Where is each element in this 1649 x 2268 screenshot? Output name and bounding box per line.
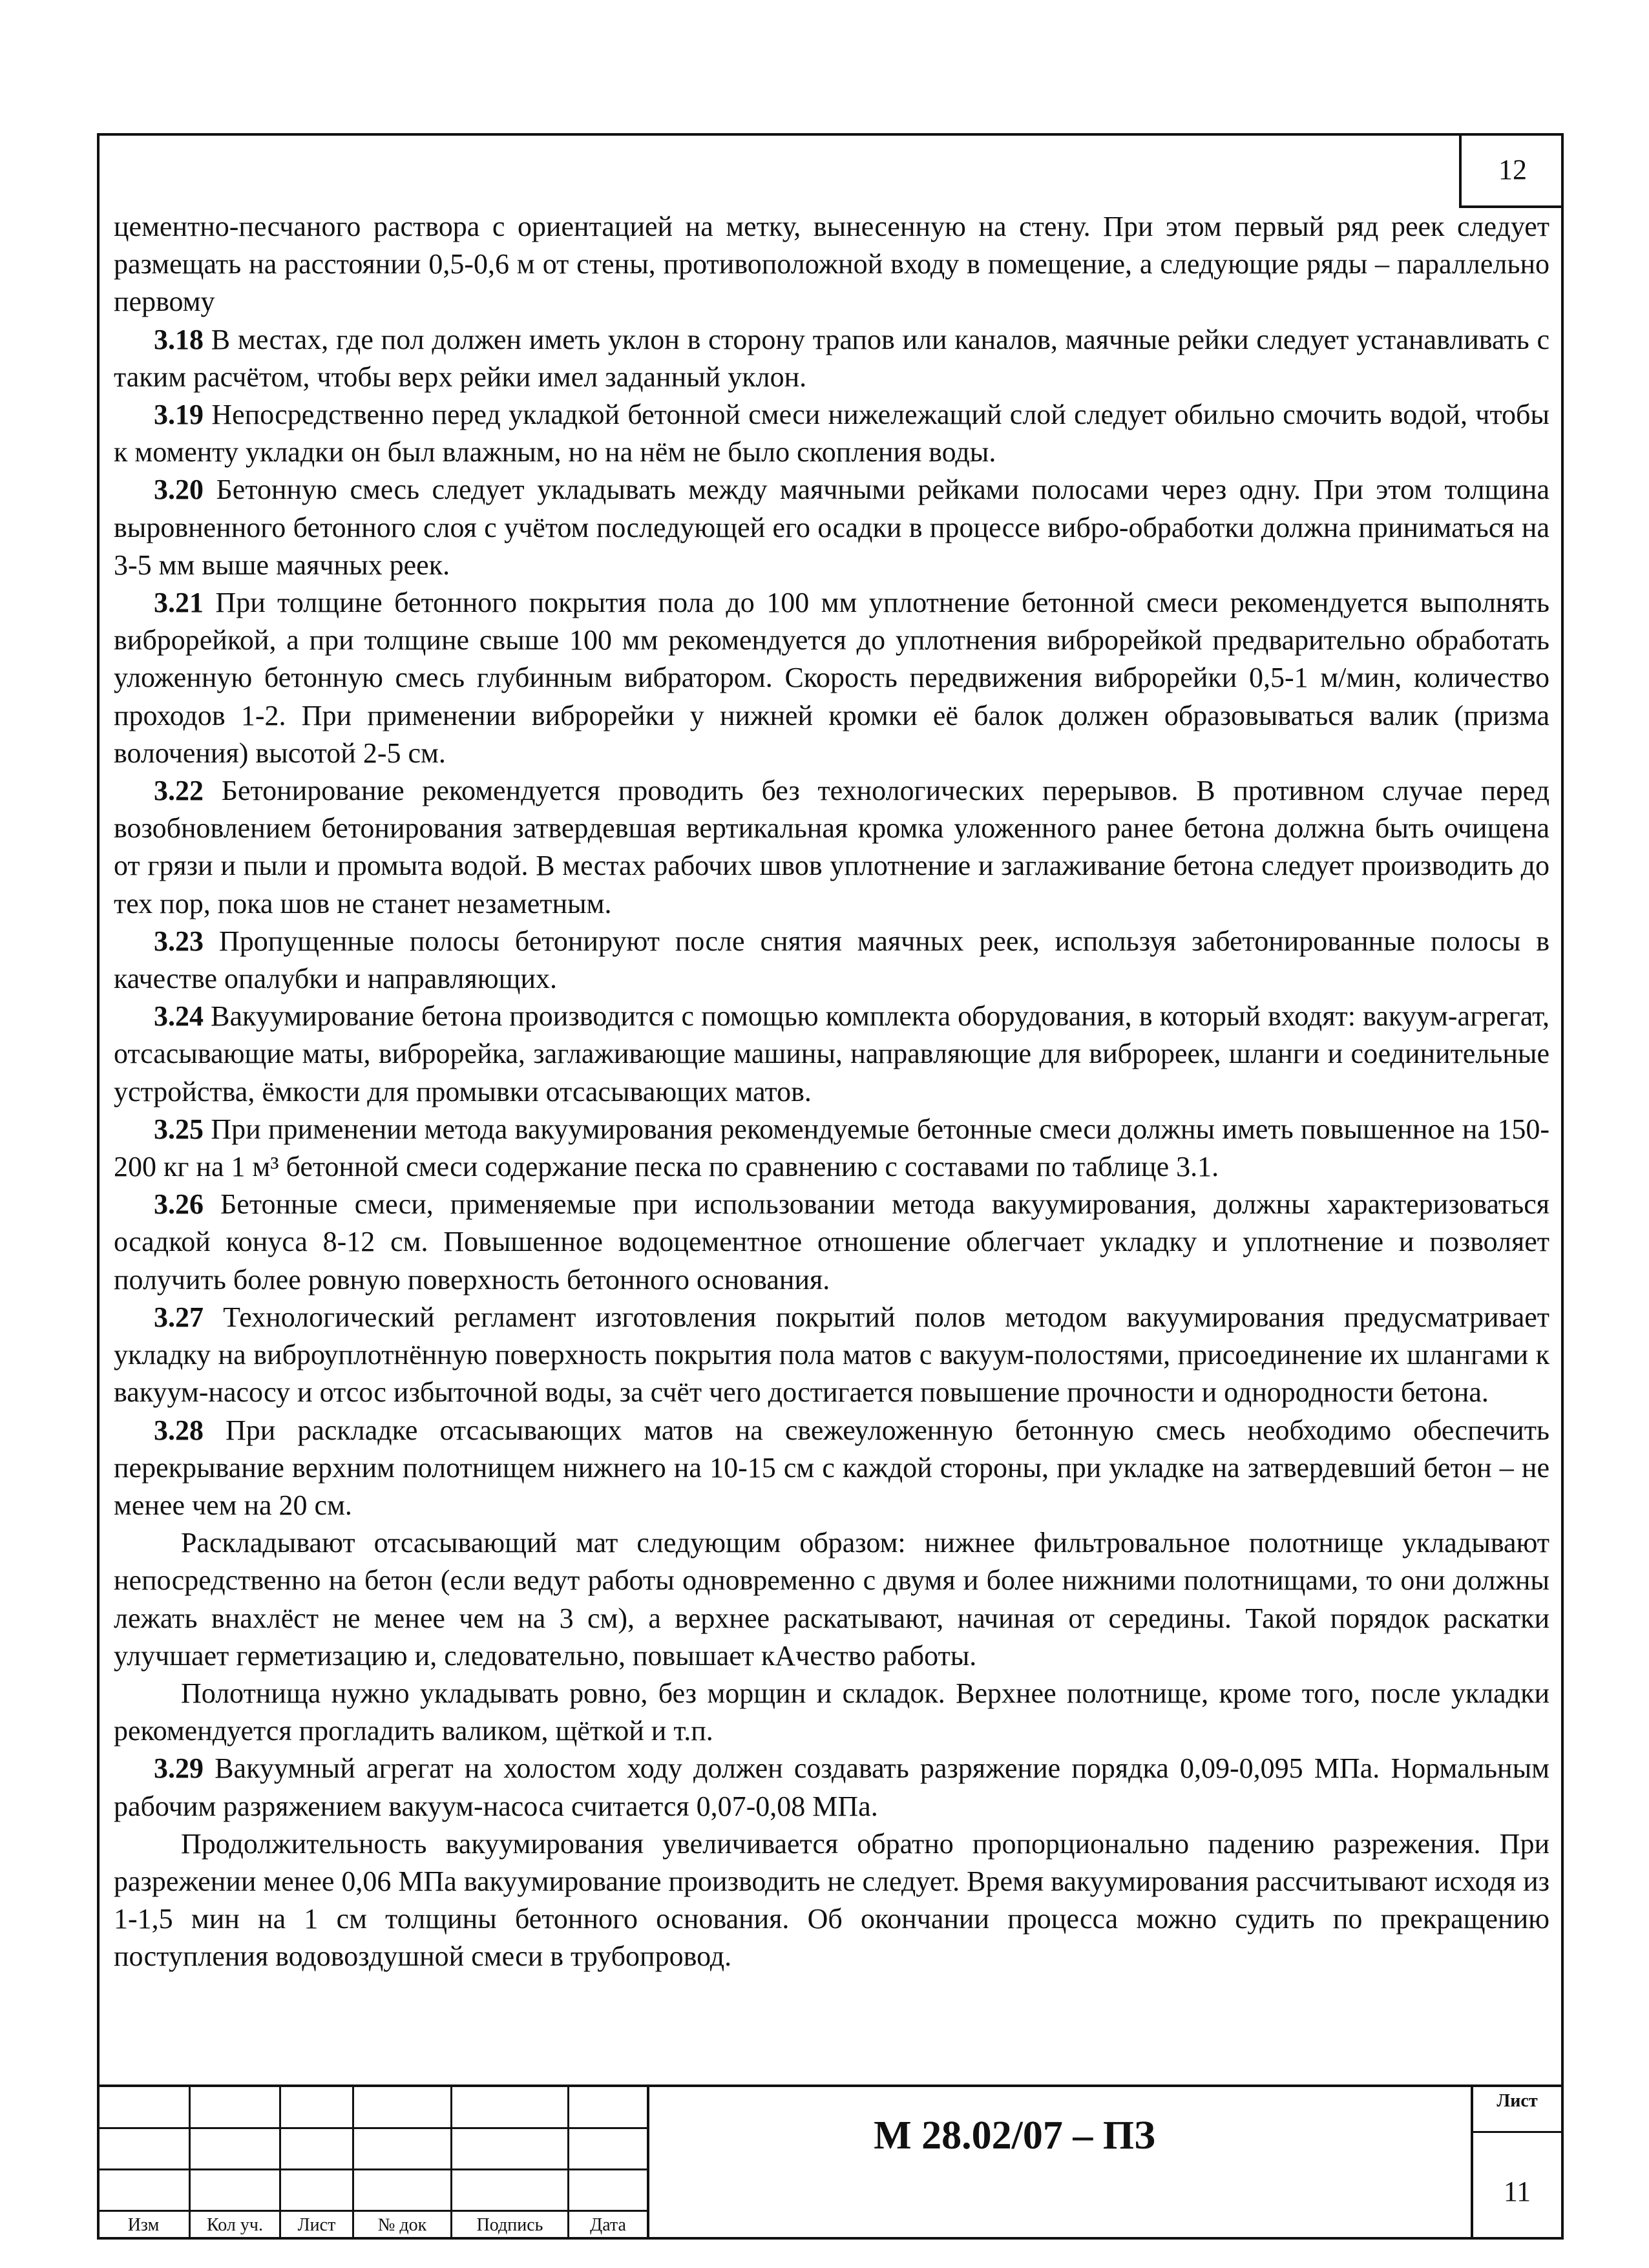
clause-number: 3.28 — [154, 1414, 204, 1446]
paragraph-text: Бетонные смеси, применяемые при использовании метода вакуумирования, должны характеризоваться осадкой конуса 8-12 см. Повышенное водоцементное отношение облегчает укладку и уплотнение и позволяет получить более ровную поверхность бетонного основания. — [114, 1188, 1549, 1296]
paragraph-text: Вакуумирование бетона производится с помощью комплекта оборудования, в который входят: вакуум-агрегат, отсасывающие маты, виброрейка, заглаживающие машины, направляющие для виброреек, шланги и соединительные устройства, ёмкости для промывки отсасывающих матов. — [114, 1000, 1549, 1108]
paragraph — [114, 1186, 1549, 1299]
col-izm: Изм — [127, 2215, 160, 2235]
paragraph — [114, 1412, 1549, 1525]
clause-number: 3.27 — [154, 1301, 204, 1333]
paragraph-text: При применении метода вакуумирования рекомендуемые бетонные смеси должны иметь повышенное на 150-200 кг на 1 м³ бетонной смеси содержание песка по сравнению с составами по таблице 3.1. — [114, 1113, 1549, 1183]
clause-number: 3.25 — [154, 1113, 204, 1145]
paragraph-text: Бетонирование рекомендуется проводить без технологических перерывов. В противном случае перед возобновлением бетонирования затвердевшая вертикальная кромка уложенного ранее бетона должна быть очищена от грязи и пыли и промыта водой. В местах рабочих швов уплотнение и заглаживание бетона следует производить до тех пор, пока шов не станет незаметным. — [114, 775, 1549, 919]
sheet-label: Лист — [1497, 2091, 1538, 2111]
clause-number: 3.22 — [154, 775, 204, 807]
clause-number: 3.19 — [154, 399, 204, 431]
paragraph — [114, 1675, 1549, 1750]
col-podpis: Подпись — [476, 2215, 543, 2235]
paragraph — [114, 1111, 1549, 1186]
paragraph — [114, 1299, 1549, 1412]
clause-number: 3.24 — [154, 1000, 204, 1033]
paragraph — [114, 998, 1549, 1111]
paragraph-text: Раскладывают отсасывающий мат следующим образом: нижнее фильтровальное полотнище укладывают непосредственно на бетон (если ведут работы одновременно с двумя и более нижними полотнищами, то они должны лежать внахлёст не менее чем на 3 см), а верхнее раскатывают, начиная от середины. Такой порядок раскатки улучшает герметизацию и, следовательно, повышает кАчество работы. — [114, 1527, 1549, 1672]
clause-number: 3.29 — [154, 1752, 204, 1785]
paragraph — [114, 471, 1549, 584]
paragraph-text: Полотнища нужно укладывать ровно, без морщин и складок. Верхнее полотнище, кроме того, после укладки рекомендуется прогладить валиком, щёткой и т.п. — [114, 1677, 1549, 1747]
col-n-dok: № док — [377, 2215, 427, 2235]
col-list: Лист — [297, 2215, 336, 2235]
top-page-number: 12 — [1459, 133, 1564, 208]
paragraph-text: Бетонную смесь следует укладывать между маячными рейками полосами через одну. При этом толщина выровненного бетонного слоя с учётом последующей его осадки в процессе вибро-обработки должна приниматься на 3-5 мм выше маячных реек. — [114, 474, 1549, 581]
col-kol-uch: Кол уч. — [207, 2215, 263, 2235]
paragraph — [114, 396, 1549, 471]
clause-number: 3.21 — [154, 587, 204, 619]
paragraph-text: В местах, где пол должен иметь уклон в сторону трапов или каналов, маячные рейки следует устанавливать с таким расчётом, чтобы верх рейки имел заданный уклон. — [114, 323, 1549, 393]
paragraph — [114, 584, 1549, 772]
paragraph — [114, 208, 1549, 321]
paragraph-text: Непосредственно перед укладкой бетонной смеси нижележащий слой следует обильно смочить водой, чтобы к моменту укладки он был влажным, но на нём не было скопления воды. — [114, 399, 1549, 468]
clause-number: 3.20 — [154, 474, 204, 506]
paragraph-text: Вакуумный агрегат на холостом ходу должен создавать разряжение порядка 0,09-0,095 МПа. Нормальным рабочим разряжением вакуум-насоса считается 0,07-0,08 МПа. — [114, 1752, 1549, 1822]
clause-number: 3.23 — [154, 925, 204, 957]
paragraph-text: Технологический регламент изготовления покрытий полов методом вакуумирования предусматривает укладку на виброуплотнённую поверхность покрытия пола матов с вакуум-полостями, присоединение их шлангами к вакуум-насосу и отсос избыточной воды, за счёт чего достигается повышение прочности и однородности бетона. — [114, 1301, 1549, 1409]
paragraph-text: При толщине бетонного покрытия пола до 100 мм уплотнение бетонной смеси рекомендуется выполнять виброрейкой, а при толщине свыше 100 мм рекомендуется до уплотнения виброрейкой предварительно обработать уложенную бетонную смесь глубинным вибратором. Скорость передвижения виброрейки 0,5-1 м/мин, количество проходов 1-2. При применении виброрейки у нижней кромки её балок должен образовываться валик (призма волочения) высотой 2-5 см. — [114, 587, 1549, 769]
paragraph — [114, 1750, 1549, 1825]
paragraph-text: Продолжительность вакуумирования увеличивается обратно пропорционально падению разрежения. При разрежении менее 0,06 МПа вакуумирование производить не следует. Время вакуумирования рассчитывают исходя из 1-1,5 мин на 1 см толщины бетонного основания. Об окончании процесса можно судить по прекращению поступления водовоздушной смеси в трубопровод. — [114, 1827, 1549, 1973]
paragraph — [114, 321, 1549, 396]
paragraph-text: Пропущенные полосы бетонируют после снятия маячных реек, используя забетонированные полосы в качестве опалубки и направляющих. — [114, 925, 1549, 995]
paragraph-text: цементно-песчаного раствора с ориентацией на метку, вынесенную на стену. При этом первый ряд реек следует размещать на расстоянии 0,5-0,6 м от стены, противоположной входу в помещение, а следующие ряды – параллельно первому — [114, 211, 1549, 318]
clause-number: 3.26 — [154, 1188, 204, 1221]
paragraph — [114, 1524, 1549, 1675]
clause-number: 3.18 — [154, 323, 204, 355]
paragraph — [114, 772, 1549, 923]
paragraph-text: При раскладке отсасывающих матов на свежеуложенную бетонную смесь необходимо обеспечить перекрывание верхним полотнищем нижнего на 10-15 см с каждой стороны, при укладке на затвердевший бетон – не менее чем на 20 см. — [114, 1414, 1549, 1521]
document-code: М 28.02/07 – ПЗ — [874, 2114, 1155, 2158]
sheet-number: 11 — [1503, 2176, 1531, 2207]
paragraph — [114, 1825, 1549, 1976]
document-body — [114, 208, 1549, 1976]
paragraph — [114, 923, 1549, 998]
col-data: Дата — [590, 2215, 626, 2235]
